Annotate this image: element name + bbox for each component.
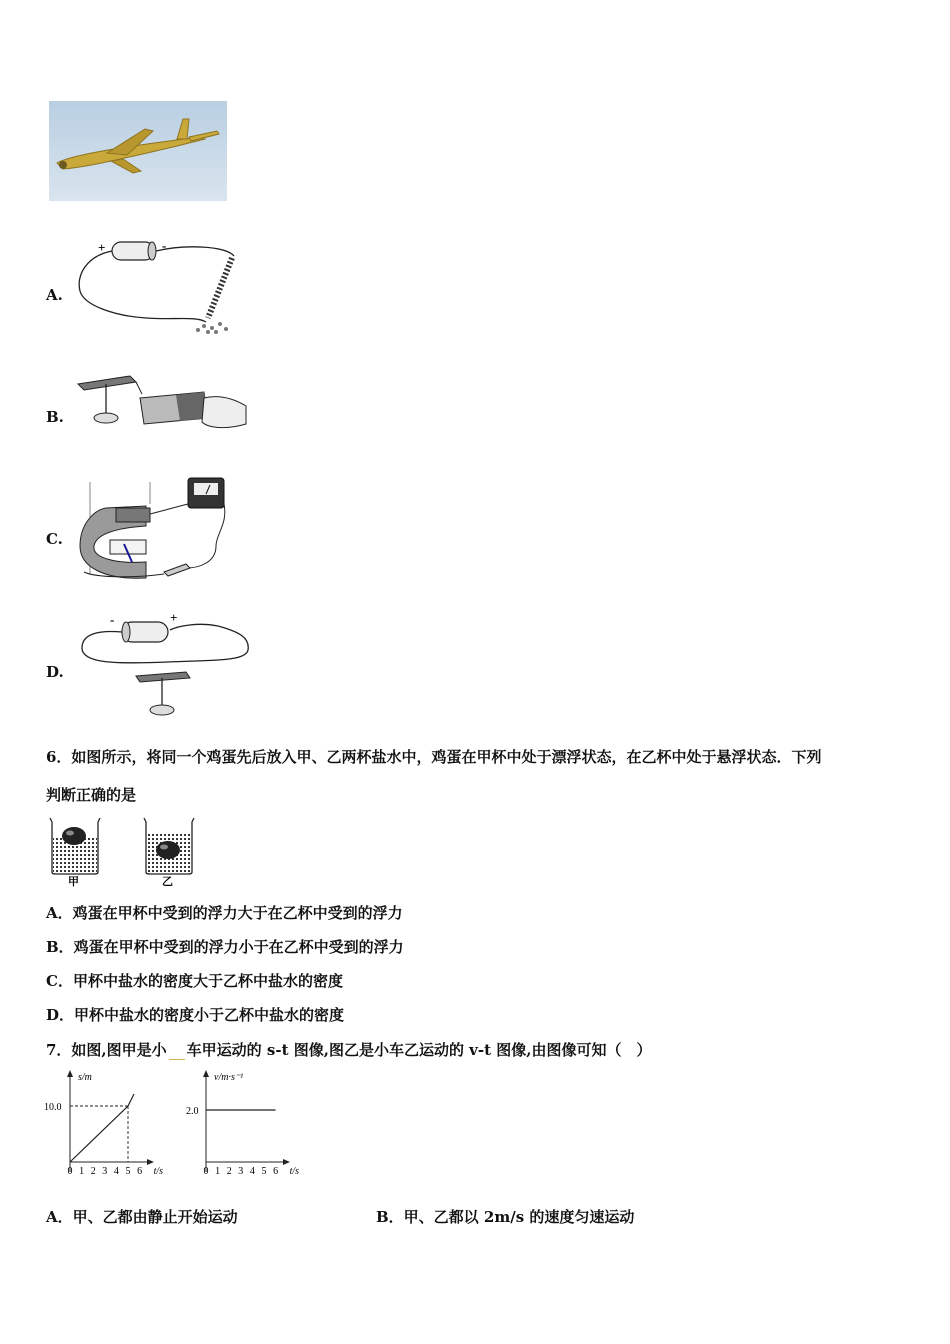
x-tick-label: 5: [261, 1166, 267, 1177]
series-extension: [128, 1094, 134, 1106]
beakers-figure: [44, 814, 204, 888]
x-tick-label: 3: [102, 1166, 108, 1177]
q7-stem: [46, 1039, 651, 1060]
q6-option-d: D．甲杯中盐水的密度小于乙杯中盐水的密度: [46, 1006, 345, 1024]
x-tick-label: 4: [249, 1166, 255, 1177]
st-chart: [44, 1068, 174, 1182]
compass-magnet-figure: [76, 372, 251, 438]
electromagnet-figure: [76, 236, 246, 336]
minus-sign: -: [110, 612, 115, 627]
q7-stem-part2: 车甲运动的 s-t 图像,图乙是小车乙运动的 v-t 图像,由图像可知（ ）: [186, 1041, 652, 1059]
oersted-figure: [78, 610, 254, 722]
q6-stem-line1: 6．如图所示，将同一个鸡蛋先后放入甲、乙两杯盐水中，鸡蛋在甲杯中处于漂浮状态，在乙杯中处于悬浮状态．下列: [46, 748, 822, 766]
y-axis-label: s/m: [78, 1072, 92, 1083]
y-axis-label: v/m·s⁻¹: [214, 1072, 244, 1083]
y-axis-arrow: [67, 1070, 73, 1077]
x-tick-label: 2: [90, 1166, 96, 1177]
series-line: [70, 1106, 128, 1162]
x-axis-arrow: [283, 1159, 290, 1165]
minus-sign: -: [162, 238, 167, 253]
option-label: C.: [46, 530, 63, 548]
q6-option-a: A．鸡蛋在甲杯中受到的浮力大于在乙杯中受到的浮力: [46, 904, 403, 922]
vt-chart: [186, 1068, 310, 1182]
x-tick-label: 6: [137, 1166, 143, 1177]
cup-label-yi: 乙: [162, 876, 173, 888]
q6-stem-line2: 判断正确的是: [46, 786, 137, 804]
x-tick-label: 1: [215, 1166, 221, 1177]
x-tick-label: 1: [79, 1166, 85, 1177]
x-tick-label: 6: [273, 1166, 279, 1177]
option-label: B.: [46, 408, 64, 426]
x-axis-label: t/s: [289, 1166, 300, 1177]
y-axis-arrow: [203, 1070, 209, 1077]
q6-option-c: C．甲杯中盐水的密度大于乙杯中盐水的密度: [46, 972, 343, 990]
blank-mark: [169, 1041, 185, 1060]
q7-option-a: A．甲、乙都由静止开始运动: [46, 1208, 238, 1226]
plus-sign: +: [98, 240, 106, 255]
x-axis-arrow: [147, 1159, 154, 1165]
x-axis-label: t/s: [153, 1166, 164, 1177]
q6-option-b: B．鸡蛋在甲杯中受到的浮力小于在乙杯中受到的浮力: [46, 938, 404, 956]
y-tick-label: 2.0: [186, 1106, 199, 1117]
airplane-photo: [49, 101, 227, 201]
q7-stem-part1: 7．如图,图甲是小: [46, 1041, 167, 1059]
option-label: D.: [46, 663, 64, 681]
x-tick-label: 0: [67, 1166, 73, 1177]
x-tick-label: 3: [238, 1166, 244, 1177]
x-tick-label: 2: [226, 1166, 232, 1177]
option-label: A.: [46, 286, 63, 304]
x-tick-label: 4: [113, 1166, 119, 1177]
x-tick-label: 5: [125, 1166, 131, 1177]
cup-label-jia: 甲: [68, 876, 79, 888]
generator-figure: [76, 474, 228, 582]
y-tick-label: 10.0: [44, 1102, 62, 1113]
x-tick-label: 0: [203, 1166, 209, 1177]
plus-sign: +: [170, 610, 178, 625]
q7-option-b: B．甲、乙都以 2m/s 的速度匀速运动: [376, 1208, 635, 1226]
